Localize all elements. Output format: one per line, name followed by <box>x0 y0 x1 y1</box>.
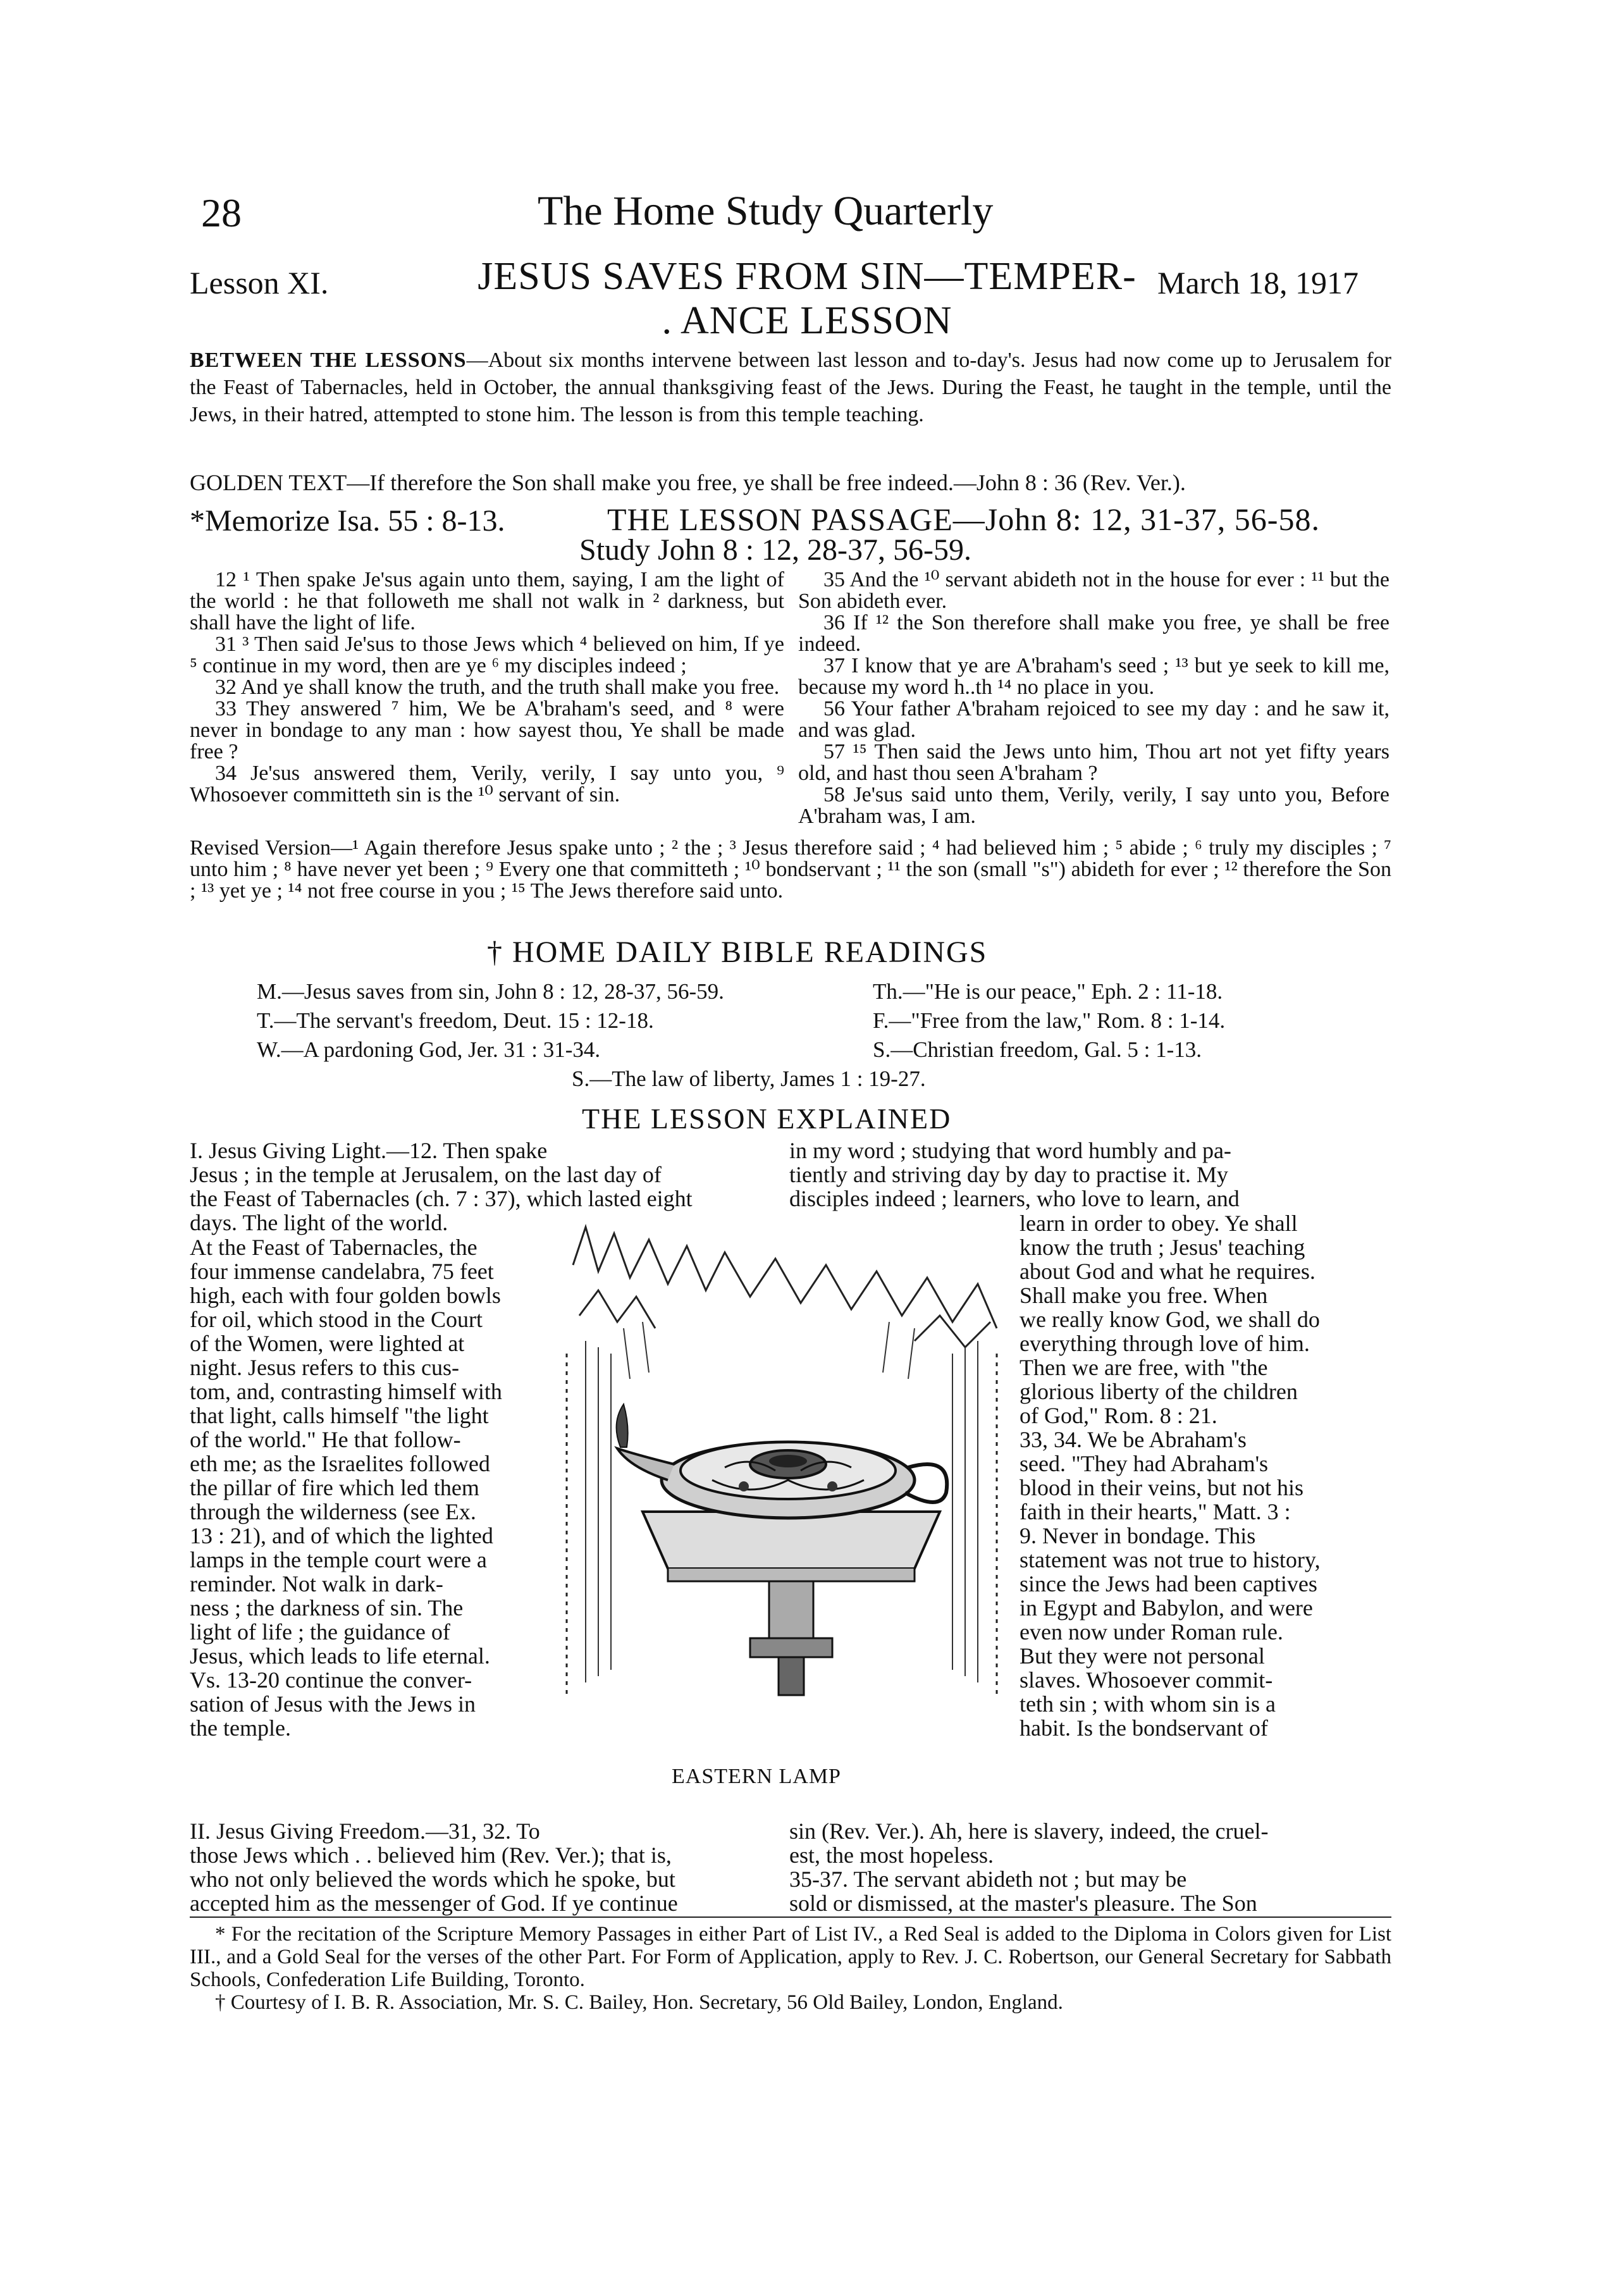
lesson-title <box>453 254 1161 343</box>
text-line: At the Feast of Tabernacles, the <box>190 1235 478 1260</box>
passage-study: Study John 8 : 12, 28-37, 56-59. <box>579 533 972 567</box>
text-line: light of life ; the guidance of <box>190 1619 450 1645</box>
verses-right-column <box>798 569 1389 827</box>
text-line: that light, calls himself "the light <box>190 1403 489 1428</box>
text-line: for oil, which stood in the Court <box>190 1307 483 1332</box>
text-line: blood in their veins, but not his <box>1020 1475 1303 1500</box>
verse: 37 I know that ye are A'braham's seed ; ¹³ but ye seek to kill me, because my word h..th ¹⁴ no place in you. <box>798 654 1389 699</box>
readings-title: † HOME DAILY BIBLE READINGS <box>487 935 988 969</box>
reading-thursday: Th.—"He is our peace," Eph. 2 : 11-18. <box>873 979 1223 1004</box>
eastern-lamp-engraving <box>560 1214 1009 1758</box>
text-line: Vs. 13-20 continue the conver- <box>190 1667 472 1693</box>
text-line: since the Jews had been captives <box>1020 1571 1317 1596</box>
text-line: about God and what he requires. <box>1020 1259 1315 1284</box>
revised-version-notes: Revised Version—¹ Again therefore Jesus spake unto ; ² the ; ³ Jesus therefore said ; ⁴ had believed him ; ⁵ abide ; ⁶ truly my disciples ; ⁷ unto him ; ⁸ have never yet been ; ⁹ Every one that committeth ; ¹⁰ bondservant ; ¹¹ the son (small "s") abideth for ever ; ¹² therefore the Son ; ¹³ yet ye ; ¹⁴ not free course in you ; ¹⁵ The Jews therefore said unto. <box>190 836 1391 903</box>
reading-sunday: S.—The law of liberty, James 1 : 19-27. <box>572 1066 926 1091</box>
page-number: 28 <box>201 190 242 235</box>
text-line: of God," Rom. 8 : 21. <box>1020 1403 1217 1428</box>
text-line: 33, 34. We be Abraham's <box>1020 1427 1247 1452</box>
text-line: statement was not true to history, <box>1020 1547 1321 1572</box>
between-text: —About six months intervene between last lesson and to-day's. Jesus had now come up to Jerusalem for the Feast of Tabernacles, held in October, the annual thanksgiving feast of the Jews. During the Feast, he taught in the temple, until the Jews, in their hatred, attempted to stone him. The lesson is from this temple teaching. <box>190 349 1391 426</box>
explained-left-bottom <box>190 1819 770 1915</box>
text-line: Then we are free, with "the <box>1020 1355 1268 1380</box>
text-line: high, each with four golden bowls <box>190 1283 501 1308</box>
lesson-title-line2: . ANCE LESSON <box>662 299 952 342</box>
text-line: know the truth ; Jesus' teaching <box>1020 1235 1305 1260</box>
text-line: days. The light of the world. <box>190 1210 448 1235</box>
verse: 34 Je'sus answered them, Verily, verily, I say unto you, ⁹ Whosoever committeth sin is the ¹⁰ servant of sin. <box>190 762 784 806</box>
golden-text: GOLDEN TEXT—If therefore the Son shall make you free, ye shall be free indeed.—John 8 : 36 (Rev. Ver.). <box>190 470 1186 495</box>
text-line: lamps in the temple court were a <box>190 1547 487 1572</box>
text-line: we really know God, we shall do <box>1020 1307 1320 1332</box>
verses-left-column <box>190 569 784 806</box>
text-line: the Feast of Tabernacles (ch. 7 : 37), which lasted eight <box>190 1186 693 1211</box>
text-line: disciples indeed ; learners, who love to learn, and <box>789 1186 1240 1211</box>
text-line: even now under Roman rule. <box>1020 1619 1283 1645</box>
reading-wednesday: W.—A pardoning God, Jer. 31 : 31-34. <box>257 1037 601 1062</box>
verse: 57 ¹⁵ Then said the Jews unto him, Thou art not yet fifty years old, and hast thou seen A'braham ? <box>798 740 1389 785</box>
text-line: I. Jesus Giving Light.—12. Then spake <box>190 1138 548 1163</box>
text-line: reminder. Not walk in dark- <box>190 1571 443 1596</box>
text-line: who not only believed the words which he spoke, but <box>190 1867 675 1892</box>
explained-left-column <box>190 1235 550 1740</box>
text-line: habit. Is the bondservant of <box>1020 1715 1268 1741</box>
footnotes <box>190 1923 1391 2014</box>
text-line: accepted him as the messenger of God. If ye continue <box>190 1891 678 1916</box>
text-line: four immense candelabra, 75 feet <box>190 1259 494 1284</box>
text-line: the temple. <box>190 1715 291 1741</box>
explained-right-top <box>789 1139 1391 1211</box>
text-line: tiently and striving day by day to practise it. My <box>789 1162 1228 1187</box>
text-line: seed. "They had Abraham's <box>1020 1451 1269 1476</box>
text-line: of the world." He that follow- <box>190 1427 461 1452</box>
text-line: those Jews which . . believed him (Rev. Ver.); that is, <box>190 1842 672 1868</box>
text-line: 13 : 21), and of which the lighted <box>190 1523 493 1548</box>
text-line: teth sin ; with whom sin is a <box>1020 1691 1276 1717</box>
explained-title: THE LESSON EXPLAINED <box>582 1102 952 1135</box>
verse: 56 Your father A'braham rejoiced to see my day : and he saw it, and was glad. <box>798 697 1389 742</box>
text-line: sin (Rev. Ver.). Ah, here is slavery, indeed, the cruel- <box>789 1818 1269 1844</box>
between-the-lessons <box>190 347 1391 428</box>
verse: 33 They answered ⁷ him, We be A'braham's seed, and ⁸ were never in bondage to any man : how sayest thou, Ye shall be made free ? <box>190 697 784 763</box>
footnote: * For the recitation of the Scripture Memory Passages in either Part of List IV., a Red Seal is added to the Diploma in Colors given for List III., and a Gold Seal for the verses of the other Part. For Form of Application, apply to Rev. J. C. Robertson, our General Secretary for Sabbath Schools, Confederation Life Building, Toronto. <box>190 1923 1391 1991</box>
lesson-date: March 18, 1917 <box>1157 265 1359 300</box>
text-line: of the Women, were lighted at <box>190 1331 465 1356</box>
text-line: glorious liberty of the children <box>1020 1379 1298 1404</box>
text-line: But they were not personal <box>1020 1643 1265 1669</box>
text-line: learn in order to obey. Ye shall <box>1020 1211 1298 1236</box>
text-line: sold or dismissed, at the master's pleasure. The Son <box>789 1891 1257 1916</box>
reading-monday: M.—Jesus saves from sin, John 8 : 12, 28-37, 56-59. <box>257 979 724 1004</box>
verse: 58 Je'sus said unto them, Verily, verily, I say unto you, Before A'braham was, I am. <box>798 783 1389 828</box>
verse: 31 ³ Then said Je'sus to those Jews which ⁴ believed on him, If ye ⁵ continue in my word, then are ye ⁶ my disciples indeed ; <box>190 633 784 677</box>
verse: 36 If ¹² the Son therefore shall make you free, ye shall be free indeed. <box>798 611 1389 656</box>
explained-right-bottom <box>789 1819 1391 1915</box>
verse: 32 And ye shall know the truth, and the truth shall make you free. <box>215 676 780 699</box>
lesson-title-line1: JESUS SAVES FROM SIN—TEMPER- <box>478 255 1137 298</box>
footnote: † Courtesy of I. B. R. Association, Mr. S. C. Bailey, Hon. Secretary, 56 Old Bailey, London, England. <box>215 1991 1063 2014</box>
reading-friday: F.—"Free from the law," Rom. 8 : 1-14. <box>873 1008 1226 1033</box>
memorize-note: *Memorize Isa. 55 : 8-13. <box>190 504 505 538</box>
footnote-divider <box>190 1916 1391 1918</box>
text-line: II. Jesus Giving Freedom.—31, 32. To <box>190 1818 540 1844</box>
between-label: BETWEEN THE LESSONS <box>190 349 467 372</box>
text-line: sation of Jesus with the Jews in <box>190 1691 476 1717</box>
passage-title: THE LESSON PASSAGE—John 8: 12, 31-37, 56-58. <box>607 502 1320 537</box>
text-line: night. Jesus refers to this cus- <box>190 1355 459 1380</box>
text-line: Shall make you free. When <box>1020 1283 1268 1308</box>
explained-right-column <box>1020 1211 1391 1740</box>
text-line: faith in their hearts," Matt. 3 : <box>1020 1499 1291 1524</box>
text-line: the pillar of fire which led them <box>190 1475 479 1500</box>
verse: 35 And the ¹⁰ servant abideth not in the house for ever : ¹¹ but the Son abideth ever. <box>798 568 1389 613</box>
running-head: The Home Study Quarterly <box>538 188 994 234</box>
text-line: 9. Never in bondage. This <box>1020 1523 1256 1548</box>
text-line: Jesus ; in the temple at Jerusalem, on the last day of <box>190 1162 662 1187</box>
text-line: Jesus, which leads to life eternal. <box>190 1643 490 1669</box>
text-line: 35-37. The servant abideth not ; but may be <box>789 1867 1187 1892</box>
lesson-number: Lesson XI. <box>190 265 329 300</box>
text-line: tom, and, contrasting himself with <box>190 1379 502 1404</box>
figure-caption: EASTERN LAMP <box>672 1765 841 1788</box>
text-line: everything through love of him. <box>1020 1331 1310 1356</box>
text-line: eth me; as the Israelites followed <box>190 1451 490 1476</box>
text-line: ness ; the darkness of sin. The <box>190 1595 464 1620</box>
reading-tuesday: T.—The servant's freedom, Deut. 15 : 12-18. <box>257 1008 654 1033</box>
reading-saturday: S.—Christian freedom, Gal. 5 : 1-13. <box>873 1037 1202 1062</box>
text-line: est, the most hopeless. <box>789 1842 994 1868</box>
verse: 12 ¹ Then spake Je'sus again unto them, saying, I am the light of the world : he that followeth me shall not walk in ² darkness, but shall have the light of life. <box>190 568 784 634</box>
text-line: in my word ; studying that word humbly and pa- <box>789 1138 1231 1163</box>
text-line: slaves. Whosoever commit- <box>1020 1667 1273 1693</box>
text-line: in Egypt and Babylon, and were <box>1020 1595 1313 1620</box>
text-line: through the wilderness (see Ex. <box>190 1499 476 1524</box>
